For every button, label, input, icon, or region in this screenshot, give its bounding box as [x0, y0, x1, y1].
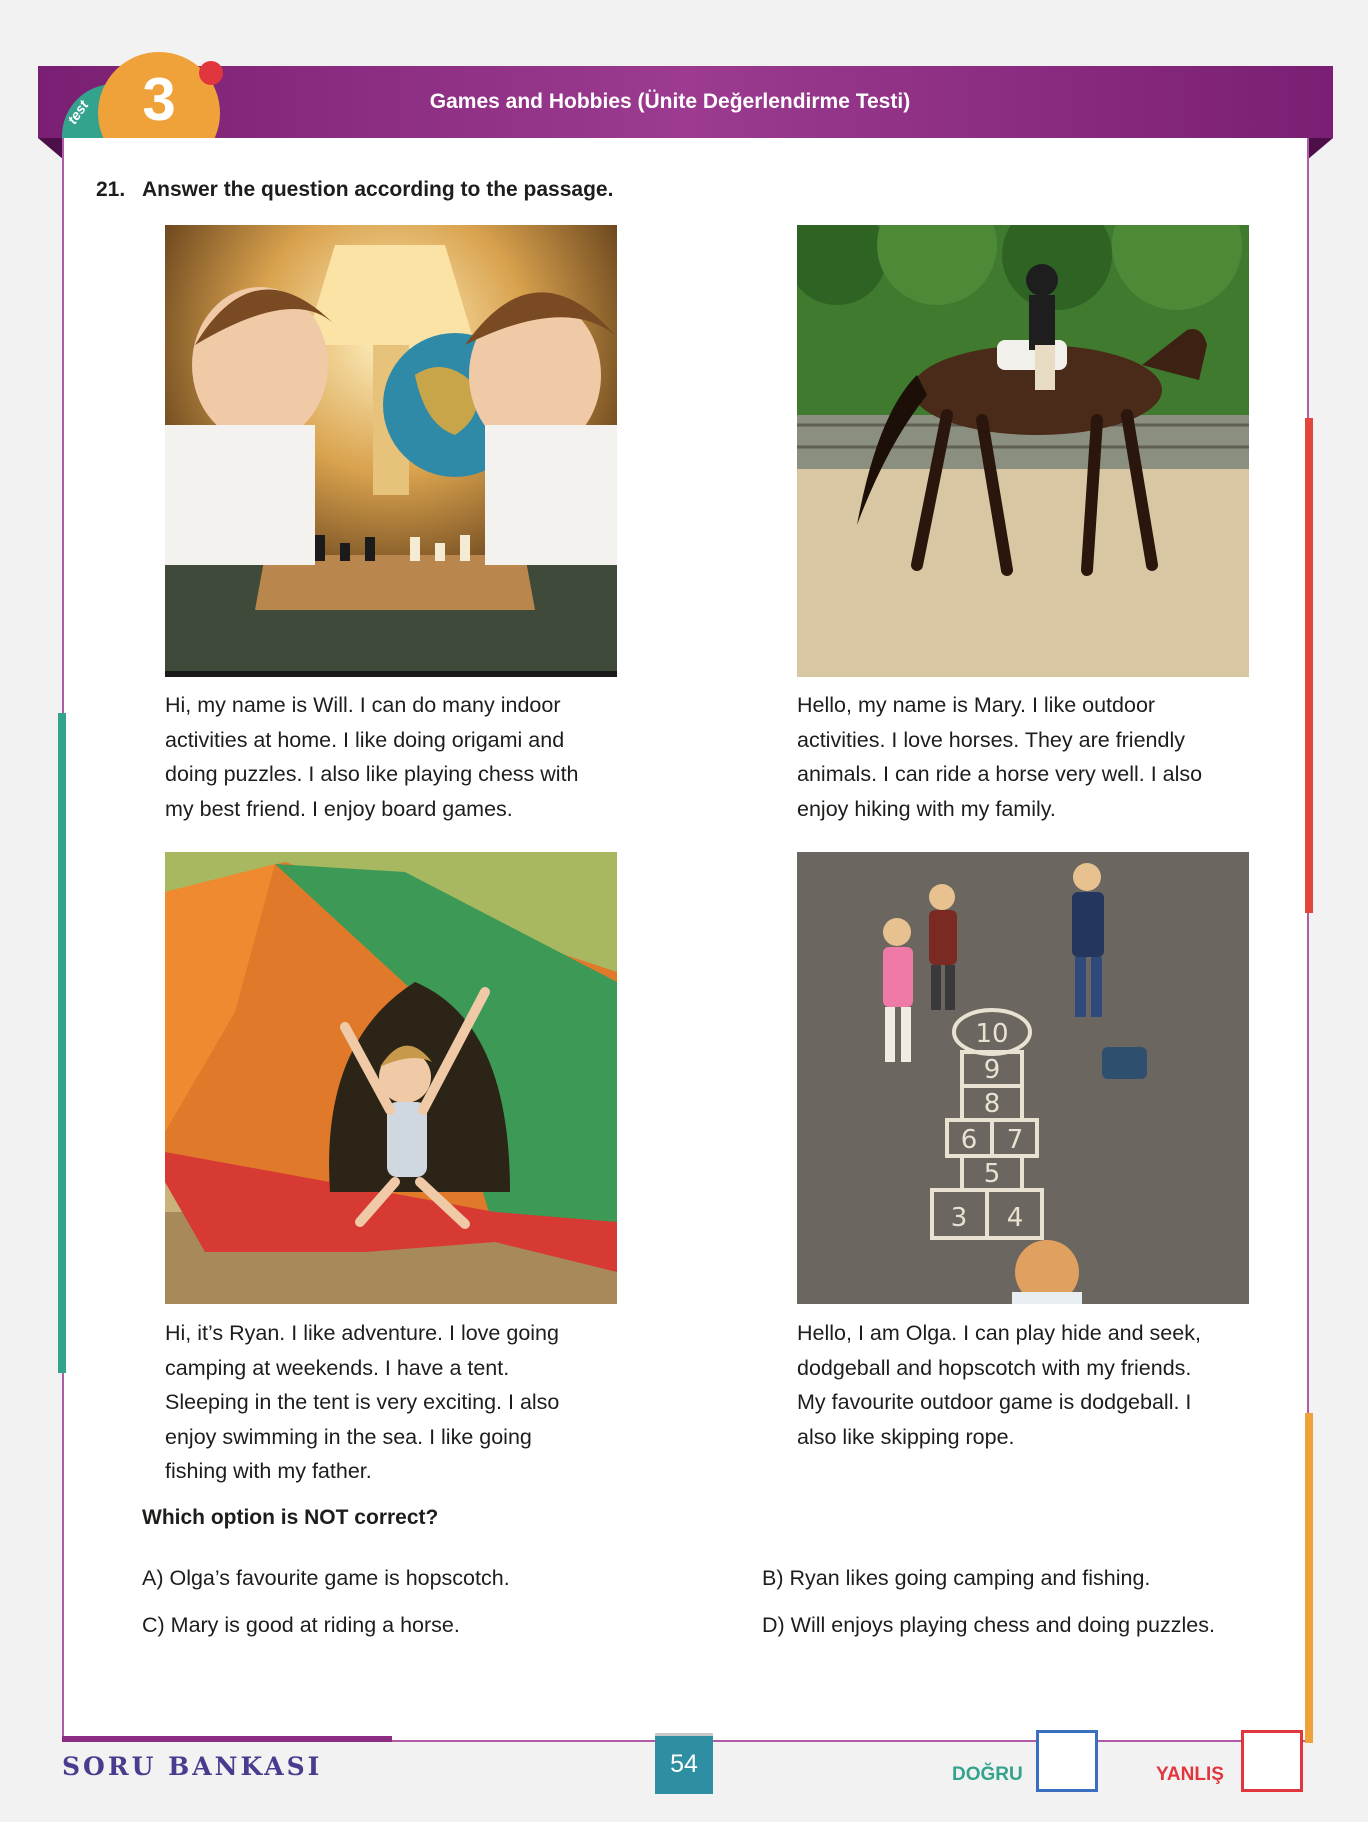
passage-line: my best friend. I enjoy board games.	[165, 796, 513, 821]
hopscotch-number: 9	[983, 1055, 1001, 1085]
hopscotch-number: 8	[983, 1089, 1001, 1119]
passage-line: camping at weekends. I have a tent.	[165, 1355, 510, 1380]
passage-mary	[797, 688, 1267, 826]
photo-horse-riding	[797, 225, 1249, 677]
decorative-bar-teal	[58, 713, 66, 1373]
question-prompt: Which option is NOT correct?	[142, 1506, 439, 1529]
option-d[interactable]: D) Will enjoys playing chess and doing puzzles.	[762, 1613, 1215, 1637]
passage-olga	[797, 1316, 1267, 1454]
passage-ryan	[165, 1316, 635, 1489]
passage-line: Hello, my name is Mary. I like outdoor	[797, 693, 1156, 717]
photo-hopscotch	[797, 852, 1249, 1304]
passage-line: animals. I can ride a horse very well. I also	[797, 762, 1203, 786]
banner-fold-left	[38, 138, 64, 160]
correct-count-box[interactable]	[1036, 1730, 1098, 1792]
passage-line: fishing with my father.	[165, 1459, 372, 1483]
brand-label: SORU BANKASI	[62, 1752, 323, 1781]
option-a[interactable]: A) Olga’s favourite game is hopscotch.	[142, 1566, 510, 1590]
test-number: 3	[142, 66, 176, 133]
passage-line: dodgeball and hopscotch with my friends.	[797, 1355, 1192, 1380]
question-number: 21.	[96, 178, 126, 201]
hopscotch-number: 4	[1006, 1203, 1024, 1233]
correct-label: DOĞRU	[952, 1764, 1023, 1785]
option-c[interactable]: C) Mary is good at riding a horse.	[142, 1613, 460, 1637]
decorative-bar-red	[1305, 418, 1313, 913]
passage-line: activities. I love horses. They are friendly	[797, 727, 1185, 752]
decorative-bar-purple	[62, 1736, 392, 1742]
hopscotch-number: 6	[960, 1125, 978, 1155]
hopscotch-number: 5	[983, 1159, 1001, 1189]
question-text: Answer the question according to the passage.	[142, 178, 614, 201]
decorative-dot-icon	[199, 61, 223, 85]
page-title: Games and Hobbies (Ünite Değerlendirme Testi)	[429, 90, 911, 113]
passage-line: also like skipping rope.	[797, 1424, 1015, 1449]
passage-line: Sleeping in the tent is very exciting. I also	[165, 1390, 560, 1414]
photo-chess	[165, 225, 617, 677]
passage-line: Hi, my name is Will. I can do many indoor	[165, 693, 561, 717]
option-b[interactable]: B) Ryan likes going camping and fishing.	[762, 1566, 1151, 1590]
passage-line: activities at home. I like doing origami and	[165, 727, 565, 752]
wrong-label: YANLIŞ	[1156, 1764, 1224, 1785]
hopscotch-number: 10	[975, 1019, 1009, 1049]
passage-line: enjoy swimming in the sea. I like going	[165, 1424, 532, 1449]
test-word: test	[63, 97, 92, 127]
passage-line: Hello, I am Olga. I can play hide and seek,	[797, 1321, 1201, 1345]
wrong-count-box[interactable]	[1241, 1730, 1303, 1792]
hopscotch-number: 7	[1006, 1125, 1024, 1155]
passage-line: Hi, it’s Ryan. I like adventure. I love going	[165, 1321, 559, 1345]
passage-will	[165, 688, 635, 826]
passage-line: My favourite outdoor game is dodgeball. I	[797, 1390, 1192, 1414]
page-number: 54	[655, 1733, 713, 1794]
question-heading	[96, 178, 613, 202]
passage-line: doing puzzles. I also like playing chess with	[165, 762, 579, 786]
photo-camping-tent	[165, 852, 617, 1304]
passage-line: enjoy hiking with my family.	[797, 796, 1056, 821]
hopscotch-number: 3	[950, 1203, 968, 1233]
decorative-bar-orange	[1305, 1413, 1313, 1743]
banner-fold-right	[1307, 138, 1333, 160]
